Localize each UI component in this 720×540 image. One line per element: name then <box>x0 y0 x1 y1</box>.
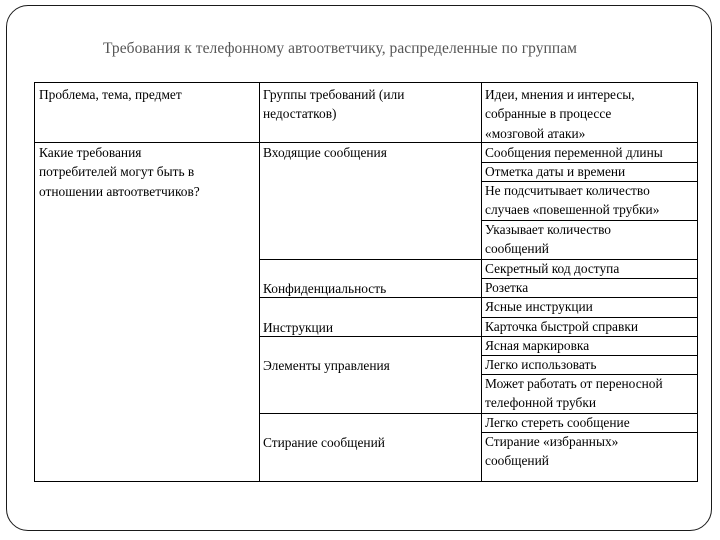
header-line: Проблема, тема, предмет <box>39 87 182 102</box>
idea-line: Легко использовать <box>485 357 597 372</box>
requirements-table <box>34 82 698 482</box>
header-line: Идеи, мнения и интересы, <box>485 87 635 102</box>
idea-line: Сообщения переменной длины <box>485 145 663 160</box>
idea-item <box>485 432 618 471</box>
idea-line: Карточка быстрой справки <box>485 319 638 334</box>
idea-line: Легко стереть сообщение <box>485 415 630 430</box>
header-groups <box>263 85 404 124</box>
idea-item <box>485 162 625 181</box>
header-line: собранные в процессе <box>485 106 612 122</box>
idea-item <box>485 413 630 432</box>
idea-item <box>485 220 611 259</box>
idea-line: Ясная маркировка <box>485 338 590 353</box>
idea-line: Секретный код доступа <box>485 261 620 276</box>
problem-cell <box>39 143 200 201</box>
header-line: Группы требований (или <box>263 87 405 102</box>
header-line: недостатков) <box>263 106 337 122</box>
group-divider <box>259 259 697 260</box>
header-line: «мозговой атаки» <box>485 125 586 141</box>
idea-item <box>485 355 597 374</box>
idea-line: телефонной трубки <box>485 395 597 411</box>
idea-item <box>485 259 619 278</box>
idea-item <box>485 297 593 316</box>
idea-line: сообщений <box>485 241 549 257</box>
slide-title: Требования к телефонному автоответчику, распределенные по группам <box>103 40 578 57</box>
problem-line: потребителей могут быть в <box>39 164 195 180</box>
group-message-erasing: Стирание сообщений <box>263 435 385 450</box>
group-confidentiality: Конфиденциальность <box>263 281 387 296</box>
idea-line: Стирание «избранных» <box>485 434 619 449</box>
idea-line: Ясные инструкции <box>485 299 593 314</box>
idea-line: Не подсчитывает количество <box>485 183 650 198</box>
problem-line: отношении автоответчиков? <box>39 183 200 199</box>
idea-line: Розетка <box>485 280 529 295</box>
idea-line: Отметка даты и времени <box>485 164 626 179</box>
idea-line: Указывает количество <box>485 222 611 237</box>
header-ideas <box>485 85 635 143</box>
group-incoming-messages: Входящие сообщения <box>263 145 387 160</box>
problem-line: Какие требования <box>39 145 142 160</box>
idea-line: сообщений <box>485 453 549 469</box>
header-problem <box>39 85 182 104</box>
group-instructions: Инструкции <box>263 320 334 335</box>
group-divider <box>259 413 697 414</box>
idea-line: Может работать от переносной <box>485 376 663 391</box>
idea-item <box>485 336 589 355</box>
idea-item <box>485 374 663 413</box>
idea-item <box>485 278 528 297</box>
group-controls: Элементы управления <box>263 358 390 373</box>
idea-item <box>485 317 638 336</box>
idea-item <box>485 181 659 220</box>
idea-line: случаев «повешенной трубки» <box>485 202 660 218</box>
idea-item <box>485 143 663 162</box>
